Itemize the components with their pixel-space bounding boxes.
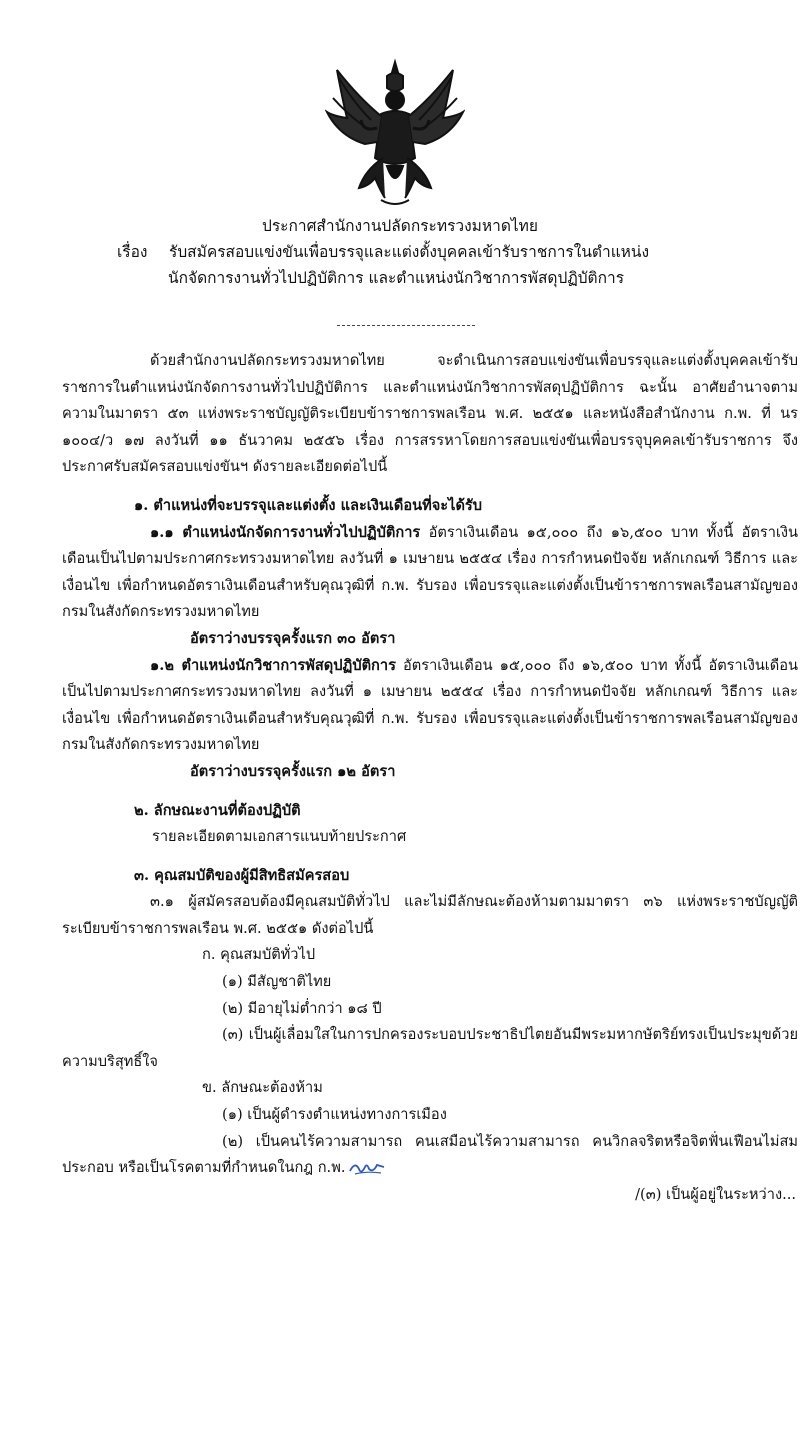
document-body <box>62 348 798 1208</box>
section-1-1-salary: อัตราเงินเดือน ๑๕,๐๐๐ ถึง ๑๖,๕๐๐ บาท <box>420 523 699 541</box>
initials-signature-icon <box>347 1159 387 1177</box>
section-1-2-salary: อัตราเงินเดือน ๑๕,๐๐๐ ถึง ๑๖,๕๐๐ บาท <box>395 656 668 674</box>
section-3-1-paragraph: ๓.๑ ผู้สมัครสอบต้องมีคุณสมบัติทั่วไป และไม่มีลักษณะต้องห้ามตามมาตรา ๓๖ แห่งพระราชบัญญัติระเบียบข้าราชการพลเรือน พ.ศ. ๒๕๕๑ ดังต่อไปนี้ <box>62 893 798 937</box>
section-3-heading: ๓. คุณสมบัติของผู้มีสิทธิสมัครสอบ <box>134 866 350 884</box>
section-1-2-desc: ทั้งนี้ อัตราเงินเดือนเป็นไปตามประกาศกระทรวงมหาดไทย ลงวันที่ ๑ เมษายน ๒๕๕๔ เรื่อง การกำหนดปัจจัย หลักเกณฑ์ วิธีการ และเงื่อนไข เพื่อกำหนดอัตราเงินเดือนสำหรับคุณวุฒิที่ ก.พ. รับรอง เพื่อบรรจุและแต่งตั้งเป็นข้าราชการพลเรือนสามัญของกรมในสังกัดกระทรวงมหาดไทย <box>62 656 799 754</box>
section-1-2-paragraph <box>62 653 798 759</box>
subject-text-1: รับสมัครสอบแข่งขันเพื่อบรรจุและแต่งตั้งบุคคลเข้ารับราชการในตำแหน่ง <box>169 243 650 261</box>
prohibited-2 <box>62 1129 798 1182</box>
continuation-note: /(๓) เป็นผู้อยู่ในระหว่าง... <box>635 1185 796 1203</box>
subject-label: เรื่อง <box>117 243 148 261</box>
general-qualification-2: (๒) มีอายุไม่ต่ำกว่า ๑๘ ปี <box>222 999 382 1017</box>
section-1-1-vacancy: อัตราว่างบรรจุครั้งแรก ๓๐ อัตรา <box>190 629 396 647</box>
section-1-2-title: ๑.๒ ตำแหน่งนักวิชาการพัสดุปฏิบัติการ <box>150 656 396 674</box>
general-qualifications-heading: ก. คุณสมบัติทั่วไป <box>202 946 316 964</box>
section-2-text: รายละเอียดตามเอกสารแนบท้ายประกาศ <box>152 828 407 846</box>
announcement-title: ประกาศสำนักงานปลัดกระทรวงมหาดไทย <box>262 217 538 235</box>
section-1-1-desc: ทั้งนี้ อัตราเงินเดือนเป็นไปตามประกาศกระทรวงมหาดไทย ลงวันที่ ๑ เมษายน ๒๕๕๔ เรื่อง การกำหนดปัจจัย หลักเกณฑ์ วิธีการ และเงื่อนไข เพื่อกำหนดอัตราเงินเดือนสำหรับคุณวุฒิที่ ก.พ. รับรอง เพื่อบรรจุและแต่งตั้งเป็นข้าราชการพลเรือนสามัญของกรมในสังกัดกระทรวงมหาดไทย <box>62 523 798 621</box>
section-2-heading: ๒. ลักษณะงานที่ต้องปฏิบัติ <box>134 801 301 819</box>
section-1-1-title: ๑.๑ ตำแหน่งนักจัดการงานทั่วไปปฏิบัติการ <box>150 523 421 541</box>
prohibited-1: (๑) เป็นผู้ดำรงตำแหน่งทางการเมือง <box>222 1106 447 1124</box>
general-qualification-3: (๓) เป็นผู้เลื่อมใสในการปกครองระบอบประชาธิปไตยอันมีพระมหากษัตริย์ทรงเป็นประมุขด้วยความบริสุทธิ์ใจ <box>62 1026 798 1070</box>
subject-line-1 <box>117 240 757 264</box>
prohibited-2-text: (๒) เป็นคนไร้ความสามารถ คนเสมือนไร้ความสามารถ คนวิกลจริตหรือจิตฟั่นเฟือนไม่สมประกอบ หรือเป็นโรคตามที่กำหนดในกฎ ก.พ. <box>62 1132 798 1177</box>
subject-line-2: นักจัดการงานทั่วไปปฏิบัติการ และตำแหน่งนักวิชาการพัสดุปฏิบัติการ <box>168 269 625 287</box>
header-divider <box>337 325 475 326</box>
section-1-heading: ๑. ตำแหน่งที่จะบรรจุและแต่งตั้ง และเงินเดือนที่จะได้รับ <box>134 496 483 514</box>
section-1-1-paragraph <box>62 520 798 626</box>
intro-paragraph: ด้วยสำนักงานปลัดกระทรวงมหาดไทย จะดำเนินการสอบแข่งขันเพื่อบรรจุและแต่งตั้งบุคคลเข้ารับราชการในตำแหน่งนักจัดการงานทั่วไปปฏิบัติการ และตำแหน่งนักวิชาการพัสดุปฏิบัติการ ฉะนั้น อาศัยอำนาจตามความในมาตรา ๕๓ แห่งพระราชบัญญัติระเบียบข้าราชการพลเรือน พ.ศ. ๒๕๕๑ และหนังสือสำนักงาน ก.พ. ที่ นร ๑๐๐๔/ว ๑๗ ลงวันที่ ๑๑ ธันวาคม ๒๕๕๖ เรื่อง การสรรหาโดยการสอบแข่งขันเพื่อบรรจุบุคคลเข้ารับราชการ จึงประกาศรับสมัครสอบแข่งขันฯ ดังรายละเอียดต่อไปนี้ <box>62 352 798 476</box>
prohibited-heading: ข. ลักษณะต้องห้าม <box>202 1079 323 1097</box>
garuda-emblem-icon <box>325 58 465 208</box>
section-1-2-vacancy: อัตราว่างบรรจุครั้งแรก ๑๒ อัตรา <box>190 762 396 780</box>
general-qualification-1: (๑) มีสัญชาติไทย <box>222 973 332 991</box>
